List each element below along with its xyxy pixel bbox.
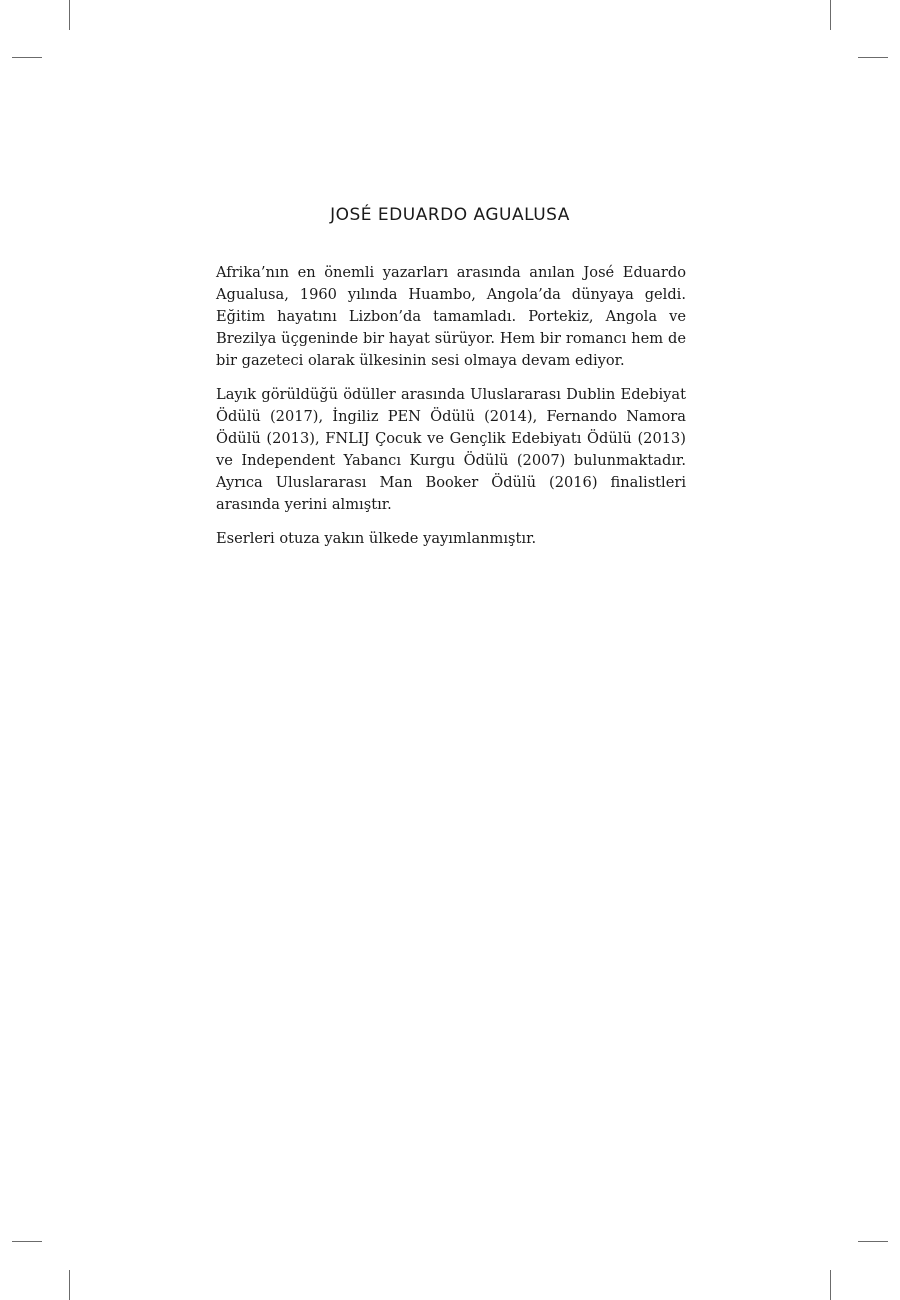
crop-mark-bottom-right-horizontal [858,1241,888,1242]
crop-mark-bottom-right-vertical [830,1270,831,1300]
author-name-heading: JOSÉ EDUARDO AGUALUSA [330,205,570,225]
biography-paragraph: Eserleri otuza yakın ülkede yayımlanmıştır. [216,530,537,547]
biography-paragraph: Afrika’nın en önemli yazarları arasında anılan José Eduardo Agualusa, 1960 yılında Huambo, Angola’da dünyaya geldi. Eğitim hayatını Lizbon’da tamamladı. Portekiz, Angola ve Brezilya üçgeninde bir hayat sürüyor. Hem bir romancı hem de bir gazeteci olarak ülkesinin sesi olmaya devam ediyor. [216,264,686,369]
crop-mark-top-left-vertical [69,0,70,30]
crop-mark-bottom-left-horizontal [12,1241,42,1242]
author-biography [216,262,686,562]
biography-paragraph: Layık görüldüğü ödüller arasında Uluslararası Dublin Edebiyat Ödülü (2017), İngiliz PEN Ödülü (2014), Fernando Namora Ödülü (2013), FNLIJ Çocuk ve Gençlik Edebiyatı Ödülü (2013) ve Independent Yabancı Kurgu Ödülü (2007) bulunmaktadır. Ayrıca Uluslararası Man Booker Ödülü (2016) finalistleri arasında yerini almıştır. [216,386,686,513]
crop-mark-bottom-left-vertical [69,1270,70,1300]
crop-mark-top-left-horizontal [12,57,42,58]
crop-mark-top-right-vertical [830,0,831,30]
crop-mark-top-right-horizontal [858,57,888,58]
